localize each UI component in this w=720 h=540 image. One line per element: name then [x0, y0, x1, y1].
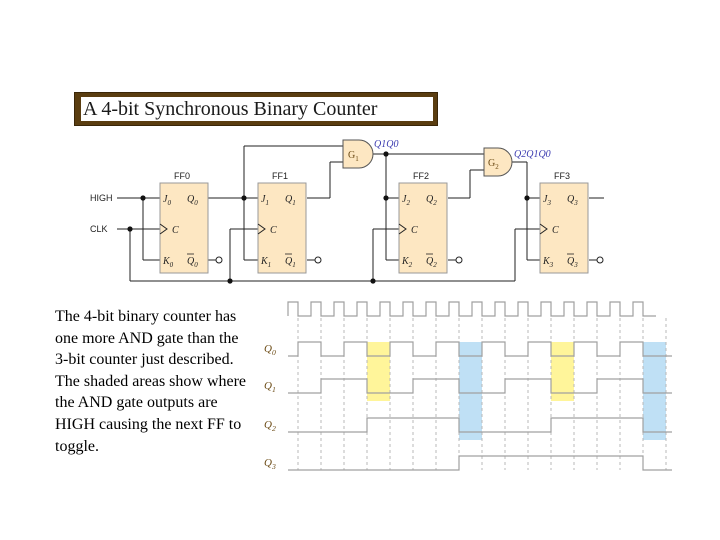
q1-signal-label: $Q_1$	[264, 380, 276, 394]
clock-input-label: C	[411, 225, 418, 236]
j-input-label: $J_1$	[261, 194, 269, 207]
and-gate-g1	[343, 140, 373, 168]
description-text: The 4-bit binary counter has one more AND gate than the 3-bit counter just described. The shaded areas show where the AND gate outputs are HIGH causing the next FF to toggle.	[55, 308, 247, 455]
flip-flops	[160, 171, 588, 273]
qbar-output-label: $Q_0$	[187, 256, 198, 269]
clock-input-label: C	[552, 225, 559, 236]
g1-output-label: Q1Q0	[374, 139, 399, 150]
q-output-label: $Q_2$	[426, 194, 437, 207]
flip-flop-ff0	[160, 171, 208, 273]
flip-flop-ff3	[540, 171, 588, 273]
gate-label: G	[348, 150, 356, 161]
j-input-label: $J_2$	[402, 194, 410, 207]
qbar-output-label: $Q_1$	[285, 256, 296, 269]
j-input-label: $J_3$	[543, 194, 551, 207]
and-gate-g2	[484, 148, 512, 176]
q-output-label: $Q_3$	[567, 194, 578, 207]
q-output-label: $Q_0$	[187, 194, 198, 207]
g2-output-label: Q2Q1Q0	[514, 149, 551, 160]
highlight-region	[459, 342, 482, 440]
q2-signal-label: $Q_2$	[264, 419, 276, 433]
ff-name-label: FF1	[272, 171, 289, 181]
gate-subscript: 2	[495, 163, 499, 171]
highlight-region	[643, 342, 666, 440]
gate-subscript: 1	[355, 155, 359, 163]
gate-label: G	[488, 158, 496, 169]
high-input-label: HIGH	[90, 193, 113, 203]
flip-flop-ff1	[258, 171, 306, 273]
k-input-label: $K_2$	[402, 256, 413, 269]
clk-input-label: CLK	[90, 224, 108, 234]
j-input-label: $J_0$	[163, 194, 171, 207]
clock-input-label: C	[270, 225, 277, 236]
q3-signal-label: $Q_3$	[264, 457, 276, 471]
ff-name-label: FF2	[413, 171, 430, 181]
flip-flop-ff2	[399, 171, 447, 273]
clock-input-label: C	[172, 225, 179, 236]
slide-title: A 4-bit Synchronous Binary Counter	[81, 97, 433, 121]
ff-name-label: FF0	[174, 171, 191, 181]
qbar-output-label: $Q_3$	[567, 256, 578, 269]
timing-diagram	[264, 302, 672, 471]
k-input-label: $K_1$	[261, 256, 272, 269]
q-output-label: $Q_1$	[285, 194, 296, 207]
ff-name-label: FF3	[554, 171, 571, 181]
k-input-label: $K_0$	[163, 256, 174, 269]
highlight-region	[367, 342, 390, 401]
clock-waveform	[288, 302, 656, 316]
qbar-output-label: $Q_2$	[426, 256, 437, 269]
q0-signal-label: $Q_0$	[264, 343, 276, 357]
k-input-label: $K_3$	[543, 256, 554, 269]
highlight-region	[551, 342, 574, 401]
q3-waveform	[288, 456, 672, 470]
